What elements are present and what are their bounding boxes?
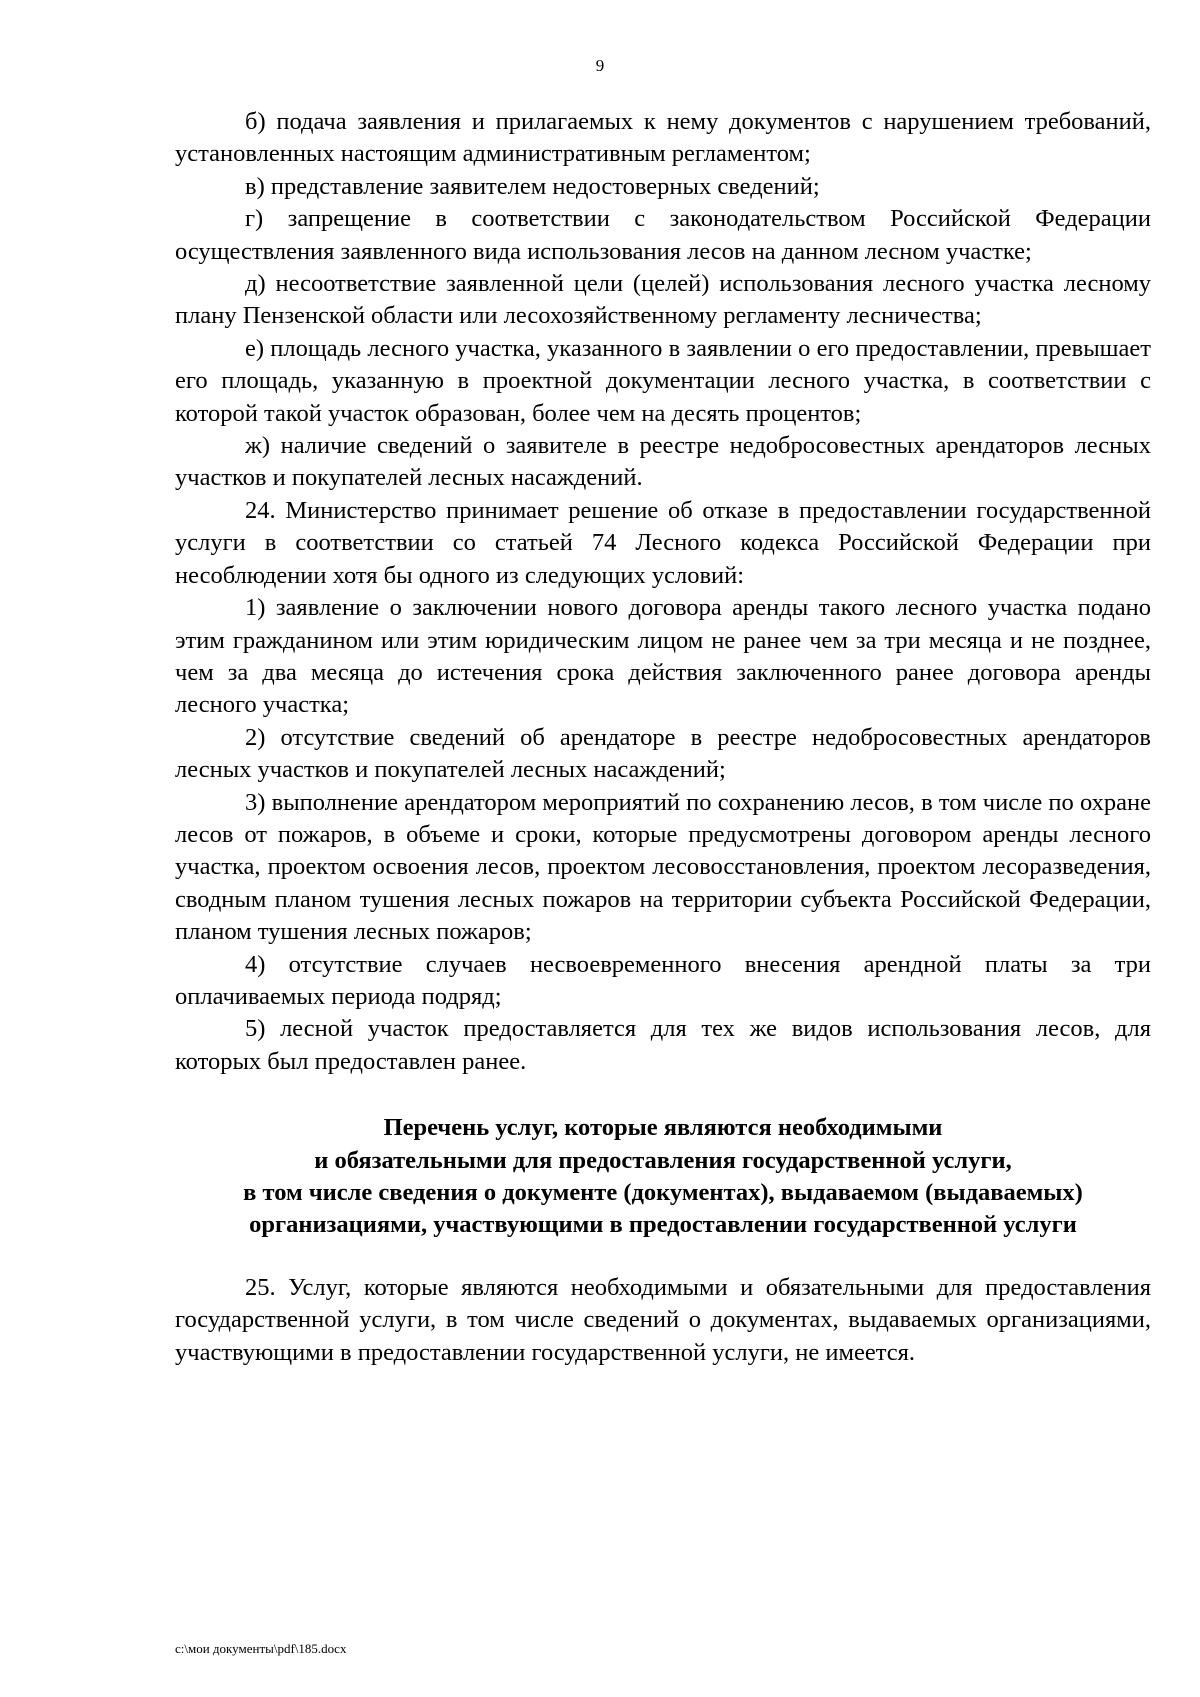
paragraph-d: д) несоответствие заявленной цели (целей) использования лесного участка лесному плану Пензенской области или лесохозяйственному регламенту лесничества; bbox=[175, 270, 1151, 330]
section-heading bbox=[175, 1112, 1151, 1242]
paragraph-24-4: 4) отсутствие случаев несвоевременного внесения арендной платы за три оплачиваемых периода подряд; bbox=[175, 950, 1151, 1010]
paragraph-g: г) запрещение в соответствии с законодательством Российской Федерации осуществления заявленного вида использования лесов на данном лесном участке; bbox=[175, 205, 1151, 265]
heading-line-1: Перечень услуг, которые являются необходимыми bbox=[383, 1114, 943, 1142]
paragraph-e: е) площадь лесного участка, указанного в заявлении о его предоставлении, превышает его площадь, указанную в проектной документации лесного участка, в соответствии с которой такой участок образован, более чем на десять процентов; bbox=[175, 334, 1151, 427]
paragraph-v: в) представление заявителем недостоверных сведений; bbox=[245, 172, 820, 200]
paragraph-b: б) подача заявления и прилагаемых к нему документов с нарушением требований, установленных настоящим административным регламентом; bbox=[175, 108, 1151, 168]
heading-line-3: в том числе сведения о документе (документах), выдаваемом (выдаваемых) bbox=[243, 1179, 1083, 1206]
heading-line-4: организациями, участвующими в предоставлении государственной услуги bbox=[249, 1211, 1077, 1239]
paragraph-24-5: 5) лесной участок предоставляется для тех же видов использования лесов, для которых был предоставлен ранее. bbox=[175, 1015, 1151, 1075]
paragraph-24: 24. Министерство принимает решение об отказе в предоставлении государственной услуги в соответствии со статьей 74 Лесного кодекса Российской Федерации при несоблюдении хотя бы одного из следующих условий: bbox=[175, 496, 1151, 589]
paragraph-24-3: 3) выполнение арендатором мероприятий по сохранению лесов, в том числе по охране лесов от пожаров, в объеме и сроки, которые предусмотрены договором аренды лесного участка, проектом освоения лесов, проектом лесовосстановления, проектом лесоразведения, сводным планом тушения лесных пожаров на территории субъекта Российской Федерации, планом тушения лесных пожаров; bbox=[175, 788, 1151, 946]
paragraph-25: 25. Услуг, которые являются необходимыми и обязательными для предоставления государственной услуги, в том числе сведений о документах, выдаваемых организациями, участвующими в предоставлении государственной услуги, не имеется. bbox=[175, 1273, 1151, 1366]
footer-file-path: c:\мои документы\pdf\185.docx bbox=[175, 1641, 347, 1656]
page-number: 9 bbox=[595, 56, 605, 75]
paragraph-24-1: 1) заявление о заключении нового договора аренды такого лесного участка подано этим гражданином или этим юридическим лицом не ранее чем за три месяца и не позднее, чем за два месяца до истечения срока действия заключенного ранее договора аренды лесного участка; bbox=[175, 594, 1151, 719]
paragraph-24-2: 2) отсутствие сведений об арендаторе в реестре недобросовестных арендаторов лесных участков и покупателей лесных насаждений; bbox=[175, 723, 1151, 784]
paragraph-zh: ж) наличие сведений о заявителе в реестре недобросовестных арендаторов лесных участков и покупателей лесных насаждений. bbox=[175, 432, 1151, 492]
heading-line-2: и обязательными для предоставления государственной услуги, bbox=[314, 1146, 1012, 1174]
document-body bbox=[175, 106, 1151, 1369]
